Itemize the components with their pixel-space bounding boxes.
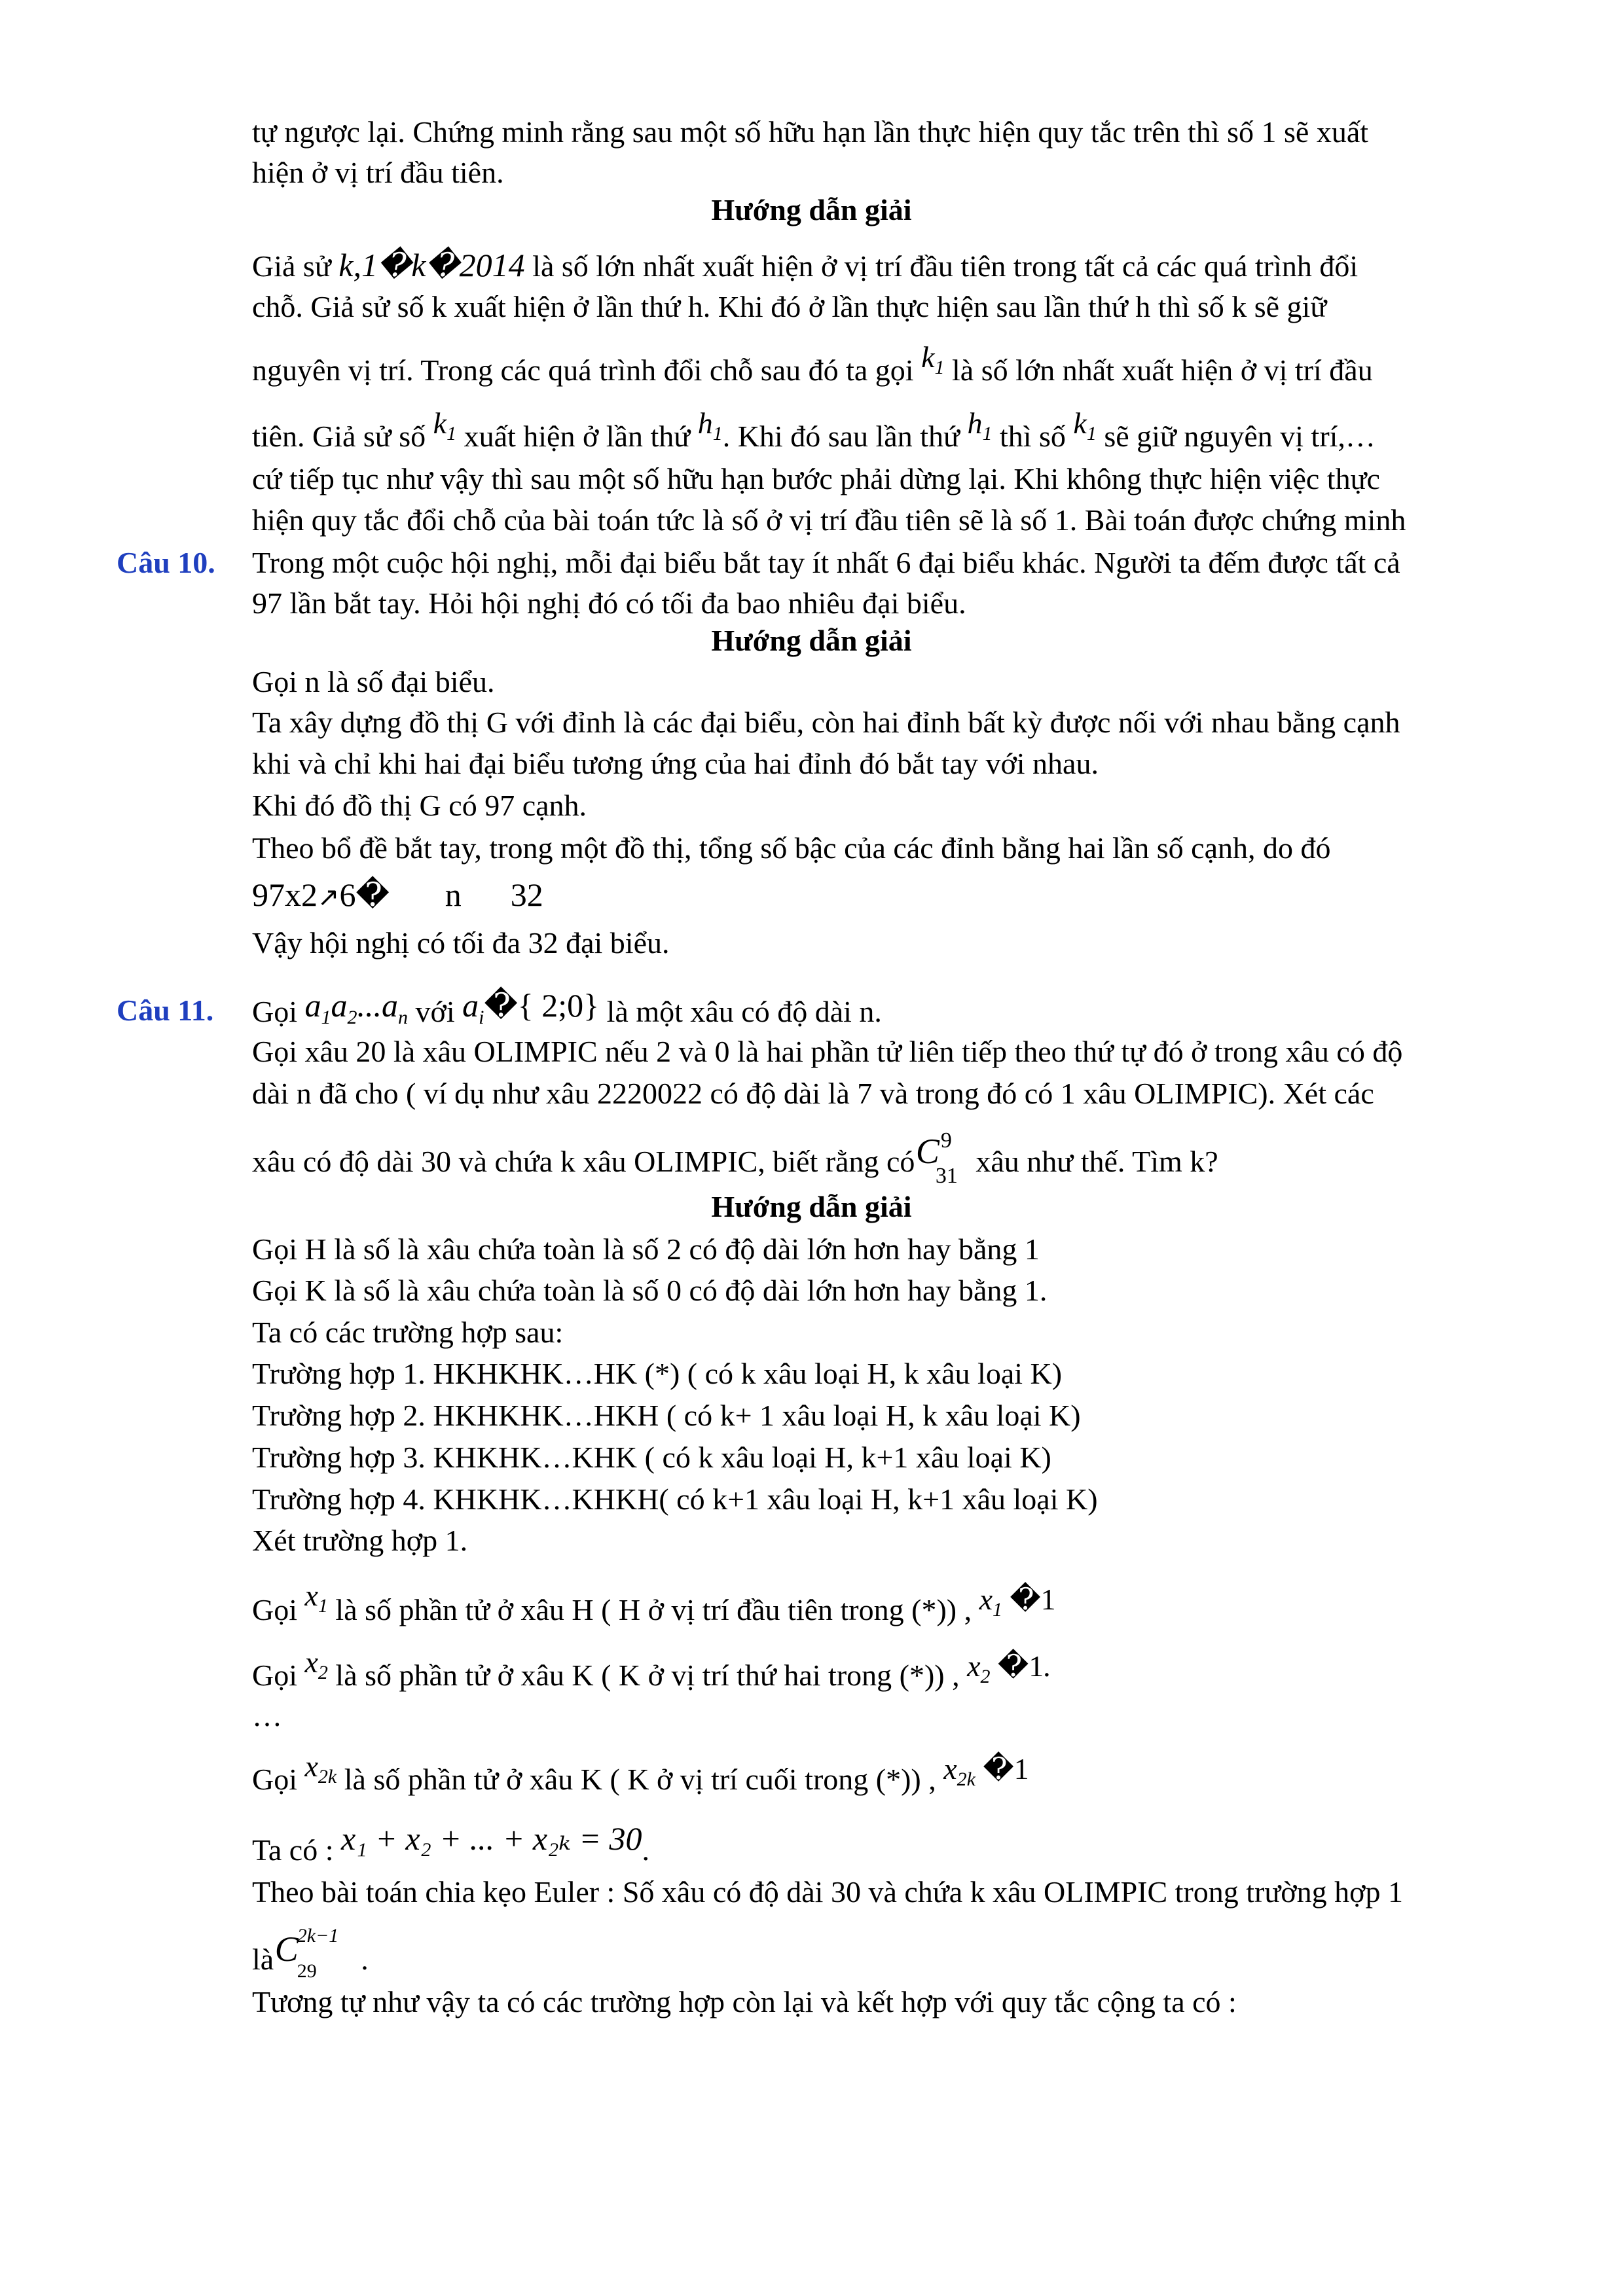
- math-binomial-c29: C 2k−1 29: [274, 1925, 339, 1982]
- math-k1: $k_1$: [433, 406, 457, 445]
- math-k1: $k_1$: [1073, 406, 1097, 445]
- paragraph-line: Ta có các trường hợp sau:: [252, 1316, 564, 1349]
- math-x2: $x_2$: [304, 1645, 328, 1684]
- math-h1: $h_1$: [697, 406, 723, 445]
- math-sum-equation: x₁ + x₂ + ... + x₂ₖ = 30: [341, 1820, 642, 1857]
- solution-heading: Hướng dẫn giải: [711, 193, 912, 226]
- paragraph-line: hiện quy tắc đổi chỗ của bài toán tức là số ở vị trí đầu tiên sẽ là số 1. Bài toán được chứng minh: [252, 503, 1406, 537]
- paragraph-line: Xét trường hợp 1.: [252, 1524, 468, 1557]
- math-x2k-ge-1: $x_{2k}$ �1: [943, 1752, 1029, 1791]
- paragraph-line: khi và chỉ khi hai đại biểu tương ứng của hai đỉnh đó bắt tay với nhau.: [252, 747, 1099, 780]
- math-k-condition: k,1�k�2014: [338, 247, 525, 283]
- paragraph-line: Khi đó đồ thị G có 97 cạnh.: [252, 789, 587, 822]
- paragraph-line: Gọi $a_1a_2...a_n$ với $a_i�${ 2;0} là một xâu có độ dài n.: [252, 987, 882, 1028]
- paragraph-line: Gọi $x_2$ là số phần tử ở xâu K ( K ở vị trí thứ hai trong (*)) , $x_2$ �1.: [252, 1645, 1051, 1692]
- paragraph-line: Gọi H là số là xâu chứa toàn là số 2 có độ dài lớn hơn hay bằng 1: [252, 1232, 1040, 1266]
- paragraph-line: dài n đã cho ( ví dụ như xâu 2220022 có độ dài là 7 và trong đó có 1 xâu OLIMPIC). Xét các: [252, 1077, 1374, 1110]
- paragraph-line: Ta có : x₁ + x₂ + ... + x₂ₖ = 30.: [252, 1820, 649, 1867]
- math-x2-ge-1: $x_2$ �1.: [967, 1649, 1051, 1688]
- paragraph-line: cứ tiếp tục như vậy thì sau một số hữu hạn bước phải dừng lại. Khi không thực hiện việc thực: [252, 462, 1380, 495]
- paragraph-line: xâu có độ dài 30 và chứa k xâu OLIMPIC, biết rằng có C 9 31 xâu như thế. Tìm k?: [252, 1128, 1218, 1189]
- paragraph-line: tự ngược lại. Chứng minh rằng sau một số hữu hạn lần thực hiện quy tắc trên thì số 1 sẽ xuất: [252, 115, 1369, 149]
- question-label-11: Câu 11.: [117, 994, 214, 1027]
- solution-heading: Hướng dẫn giải: [711, 1190, 912, 1223]
- paragraph-line: Gọi K là số là xâu chứa toàn là số 0 có độ dài lớn hơn hay bằng 1.: [252, 1274, 1048, 1307]
- solution-heading: Hướng dẫn giải: [711, 624, 912, 657]
- paragraph-line: Trường hợp 4. KHKHK…KHKH( có k+1 xâu loại H, k+1 xâu loại K): [252, 1482, 1098, 1516]
- math-sequence: $a_1a_2...a_n$: [304, 987, 408, 1028]
- paragraph-line: là C 2k−1 29 .: [252, 1925, 369, 1982]
- paragraph-line: Trường hợp 1. HKHKHK…HK (*) ( có k xâu loại H, k xâu loại K): [252, 1357, 1063, 1390]
- math-x1: $x_1$: [304, 1579, 328, 1617]
- paragraph-line: Ta xây dựng đồ thị G với đỉnh là các đại biểu, còn hai đỉnh bất kỳ được nối với nhau bằng cạnh: [252, 706, 1400, 739]
- paragraph-line: Trong một cuộc hội nghị, mỗi đại biểu bắt tay ít nhất 6 đại biểu khác. Người ta đếm được tất cả: [252, 546, 1400, 579]
- paragraph-line: Trường hợp 2. HKHKHK…HKH ( có k+ 1 xâu loại H, k xâu loại K): [252, 1399, 1081, 1432]
- math-h1: $h_1$: [967, 406, 993, 445]
- math-k1: $k_1$: [921, 340, 945, 379]
- paragraph-line: chỗ. Giả sử số k xuất hiện ở lần thứ h. Khi đó ở lần thực hiện sau lần thứ h thì số k sẽ giữ: [252, 290, 1327, 323]
- math-x2k: $x_{2k}$: [304, 1749, 337, 1788]
- paragraph-line: Gọi $x_1$ là số phần tử ở xâu H ( H ở vị trí đầu tiên trong (*)) , $x_1$ �1: [252, 1579, 1056, 1626]
- paragraph-line: tiên. Giả sử số $k_1$ xuất hiện ở lần thứ $h_1$. Khi đó sau lần thứ $h_1$ thì số $k_1$ sẽ giữ nguyên vị trí,…: [252, 406, 1376, 453]
- paragraph-line: 97 lần bắt tay. Hỏi hội nghị đó có tối đa bao nhiêu đại biểu.: [252, 586, 966, 620]
- paragraph-line: Gọi n là số đại biểu.: [252, 665, 495, 698]
- paragraph-line: nguyên vị trí. Trong các quá trình đổi chỗ sau đó ta gọi $k_1$ là số lớn nhất xuất hiện ở vị trí đầu: [252, 340, 1373, 387]
- question-label-10: Câu 10.: [117, 546, 215, 579]
- paragraph-line: Theo bổ đề bắt tay, trong một đồ thị, tổng số bậc của các đỉnh bằng hai lần số cạnh, do đó: [252, 831, 1331, 865]
- paragraph-line: Giả sử k,1�k�2014 là số lớn nhất xuất hiện ở vị trí đầu tiên trong tất cả các quá trình đổi: [252, 247, 1359, 283]
- paragraph-line: Vậy hội nghị có tối đa 32 đại biểu.: [252, 926, 670, 960]
- paragraph-line: Theo bài toán chia kẹo Euler : Số xâu có độ dài 30 và chứa k xâu OLIMPIC trong trường hợp 1: [252, 1875, 1403, 1909]
- paragraph-line: Gọi xâu 20 là xâu OLIMPIC nếu 2 và 0 là hai phần tử liên tiếp theo thứ tự đó ở trong xâu có độ: [252, 1035, 1403, 1068]
- ellipsis-line: …: [252, 1699, 282, 1732]
- paragraph-line: Tương tự như vậy ta có các trường hợp còn lại và kết hợp với quy tắc cộng ta có :: [252, 1985, 1237, 2018]
- math-x1-ge-1: $x_1$ �1: [979, 1583, 1056, 1621]
- paragraph-line: hiện ở vị trí đầu tiên.: [252, 156, 504, 189]
- paragraph-line: Gọi $x_{2k}$ là số phần tử ở xâu K ( K ở vị trí cuối trong (*)) , $x_{2k}$ �1: [252, 1749, 1029, 1796]
- math-ai-set: $a_i�${ 2;0}: [462, 987, 600, 1028]
- math-binomial-c31-9: C 9 31: [915, 1128, 958, 1189]
- math-equation-97: 97x2↗6� n 32: [252, 876, 543, 913]
- paragraph-line: Trường hợp 3. KHKHK…KHK ( có k xâu loại H, k+1 xâu loại K): [252, 1441, 1051, 1474]
